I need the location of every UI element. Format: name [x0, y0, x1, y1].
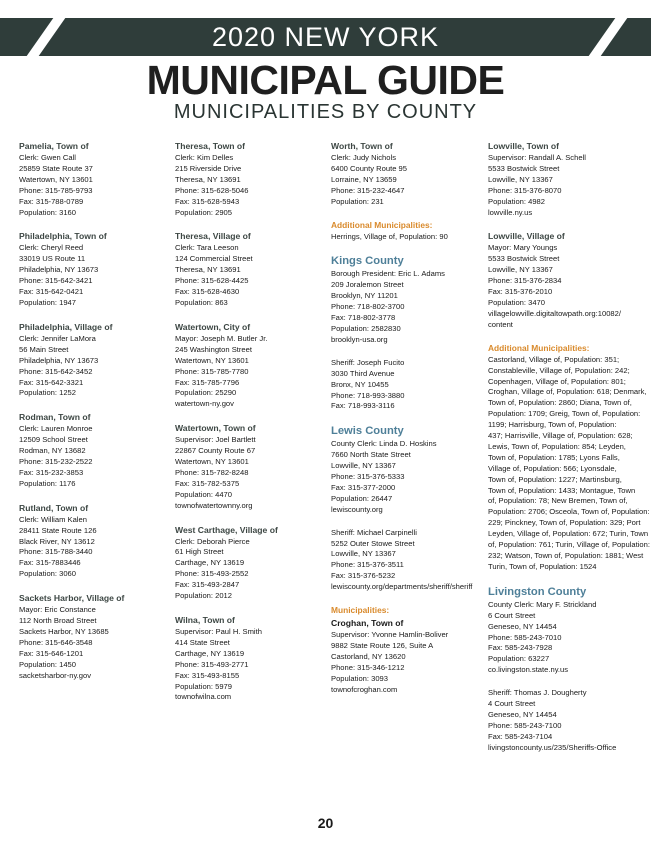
entry-name: Lowville, Village of	[488, 231, 565, 242]
entry-line: Population: 231	[331, 196, 384, 206]
additional-municipalities-lewis	[488, 342, 650, 573]
entry-line: Population: 3470	[488, 297, 546, 307]
entry-line: Population: 26447	[331, 493, 393, 503]
entry-line: Lowville, NY 13367	[331, 461, 396, 471]
entry-line: Clerk: William Kalen	[19, 514, 87, 524]
entry-line: Geneseo, NY 14454	[488, 621, 557, 631]
municipality-entry	[19, 592, 169, 681]
entry-line: lowville.ny.us	[488, 207, 533, 217]
entry-line: Theresa, NY 13691	[175, 265, 241, 275]
entry-line: of, Population: 761; Turin, Village of, Population:	[488, 540, 650, 550]
entry-line: Phone: 315-232-2522	[19, 457, 93, 467]
entry-line: 3030 Third Avenue	[331, 368, 395, 378]
entry-line: lewiscounty.org/departments/sheriff/sheriff	[331, 582, 473, 592]
entry-line: Clerk: Judy Nichols	[331, 153, 396, 162]
page-subtitle: MUNICIPALITIES BY COUNTY	[173, 101, 478, 123]
entry-line: Carthage, NY 13619	[175, 558, 245, 568]
entry-line: Lowville, NY 13367	[331, 549, 396, 559]
municipality-entry	[19, 502, 169, 580]
municipality-entry	[19, 140, 169, 218]
entry-line: 232; Watson, Town of, Population: 1881; West	[488, 551, 644, 560]
entry-line: Carthage, NY 13619	[175, 648, 245, 658]
entry-line: 112 North Broad Street	[19, 616, 97, 626]
banner-year-title: 2020 NEW YORK	[211, 22, 440, 52]
entry-line: Population: 1176	[19, 478, 76, 488]
entry-line: 5252 Outer Stowe Street	[331, 538, 415, 548]
entry-line: 209 Joralemon Street	[331, 280, 404, 290]
entry-line: Phone: 315-642-3421	[19, 276, 93, 286]
additional-text	[488, 354, 650, 573]
entry-line: townofcroghan.com	[331, 684, 398, 694]
entry-line: Philadelphia, NY 13673	[19, 265, 99, 275]
entry-line: 28411 State Route 126	[19, 525, 97, 535]
entry-line: Population: 2582830	[331, 323, 401, 333]
entry-line: content	[488, 319, 513, 329]
entry-line: Population: 1709; Greig, Town of, Population:	[488, 409, 641, 419]
lewis-county-section	[331, 424, 481, 695]
entry-line: Phone: 315-628-5046	[175, 185, 249, 195]
entry-line: Clerk: Kim Delles	[175, 153, 234, 162]
entry-line: Croghan, Village of, Population: 618; Denmark,	[488, 387, 647, 397]
entry-line: sacketsharbor-ny.gov	[19, 670, 92, 680]
entry-name: Wilna, Town of	[175, 615, 235, 625]
entry-line: Phone: 315-376-5333	[331, 472, 405, 482]
entry-line: Lowville, NY 13367	[488, 174, 553, 184]
municipality-entry	[175, 524, 325, 602]
entry-line: 245 Washington Street	[175, 344, 252, 354]
entry-line: Population: 863	[175, 297, 228, 307]
entry-line: Population: 2012	[175, 591, 233, 601]
entry-line: Clerk: Cheryl Reed	[19, 243, 84, 253]
entry-line: Supervisor: Randall A. Schell	[488, 153, 586, 162]
entry-line: Supervisor: Yvonne Hamlin-Boliver	[331, 630, 449, 640]
entry-line: Sheriff: Joseph Fucito	[331, 357, 405, 367]
entry-croghan	[331, 617, 481, 695]
additional-text: Herrings, Village of, Population: 90	[331, 231, 448, 241]
entry-line: Clerk: Tara Leeson	[175, 243, 239, 253]
entry-line: 1199; Harrisburg, Town of, Population:	[488, 420, 617, 430]
entry-line: lewiscounty.org	[331, 504, 383, 514]
entry-line: 25859 State Route 37	[19, 163, 93, 173]
entry-line: Fax: 315-642-3321	[19, 377, 84, 387]
entry-line: Fax: 315-7883446	[19, 558, 81, 568]
entry-line: 229; Pinckney, Town of, Population: 329; Port	[488, 518, 641, 528]
municipality-entry	[175, 230, 325, 308]
entry-line: 9882 State Route 126, Suite A	[331, 641, 434, 650]
entry-line: Phone: 315-782-8248	[175, 467, 249, 477]
entry-line: Fax: 315-785-7796	[175, 377, 240, 387]
entry-name: Croghan, Town of	[331, 618, 404, 629]
entry-name: West Carthage, Village of	[175, 524, 278, 535]
column-4	[488, 140, 650, 766]
entry-line: Phone: 315-346-1212	[331, 662, 405, 672]
entry-line: Constableville, Village of, Population: 242;	[488, 365, 630, 375]
municipality-entry	[175, 140, 325, 218]
entry-line: 437; Harrisville, Village of, Population: 628;	[488, 431, 633, 441]
entry-line: brooklyn-usa.org	[331, 334, 388, 344]
entry-line: Theresa, NY 13691	[175, 174, 241, 184]
municipality-entry	[175, 614, 325, 703]
entry-line: Watertown, NY 13601	[175, 457, 249, 467]
entry-line: 5533 Bostwick Street	[488, 254, 560, 264]
entry-lowville-town	[488, 140, 638, 218]
municipality-entry	[175, 422, 325, 511]
kings-county-section	[331, 254, 481, 412]
entry-line: 56 Main Street	[19, 344, 69, 354]
kings-sheriff	[331, 358, 481, 413]
entry-line: Fax: 315-493-2847	[175, 580, 240, 590]
entry-line: Phone: 315-376-2834	[488, 276, 562, 286]
entry-worth	[331, 140, 481, 208]
entry-line: Fax: 315-376-5232	[331, 571, 396, 581]
column-1	[19, 140, 169, 694]
entry-name: Lowville, Town of	[488, 141, 559, 151]
additional-label: Additional Municipalities:	[331, 219, 433, 230]
entry-line: Town of, Population: 1785; Lyons Falls,	[488, 452, 620, 462]
entry-line: Lorraine, NY 13659	[331, 174, 397, 184]
entry-name: Theresa, Village of	[175, 231, 251, 242]
entry-line: Borough President: Eric L. Adams	[331, 269, 445, 279]
entry-line: Brooklyn, NY 11201	[331, 291, 398, 301]
entry-line: Black River, NY 13612	[19, 536, 95, 546]
entry-line: Fax: 315-628-5943	[175, 196, 240, 206]
county-heading-kings: Kings County	[331, 255, 404, 268]
entry-line: Phone: 315-788-3440	[19, 547, 93, 557]
entry-line: Fax: 585-243-7104	[488, 731, 553, 741]
municipality-entry	[175, 321, 325, 410]
entry-line: Population: 25290	[175, 388, 237, 398]
entry-line: Leyden, Village of, Population: 672; Turin, Town	[488, 529, 649, 539]
entry-line: Sheriff: Michael Carpinelli	[331, 527, 417, 537]
entry-line: 6400 County Route 95	[331, 163, 407, 173]
entry-line: townofwilna.com	[175, 692, 232, 702]
kings-borough-president	[331, 269, 481, 345]
entry-line: 22867 County Route 67	[175, 446, 256, 456]
entry-line: Phone: 315-785-9793	[19, 185, 93, 195]
additional-label: Additional Municipalities:	[488, 342, 590, 353]
municipalities-label: Municipalities:	[331, 605, 390, 616]
entry-line: Fax: 315-642-0421	[19, 287, 84, 297]
entry-line: Phone: 315-493-2771	[175, 659, 249, 669]
entry-line: livingstoncounty.us/235/Sheriffs-Office	[488, 742, 617, 752]
entry-line: Fax: 315-646-1201	[19, 648, 84, 658]
entry-line: Population: 1947	[19, 297, 77, 307]
entry-line: townofwatertownny.org	[175, 500, 253, 510]
entry-line: Castorland, Village of, Population: 351;	[488, 354, 620, 364]
entry-line: Sheriff: Thomas J. Dougherty	[488, 688, 587, 698]
entry-line: Town of, Population: 1227; Martinsburg,	[488, 474, 622, 484]
entry-line: 33019 US Route 11	[19, 254, 86, 264]
entry-line: Phone: 315-232-4647	[331, 185, 405, 195]
entry-line: Clerk: Jennifer LaMora	[19, 333, 96, 343]
entry-name: Sackets Harbor, Village of	[19, 593, 125, 604]
entry-line: Village of, Population: 566; Lyonsdale,	[488, 463, 617, 473]
entry-name: Philadelphia, Town of	[19, 231, 107, 242]
entry-line: Fax: 315-628-4630	[175, 287, 240, 297]
entry-name: Philadelphia, Village of	[19, 321, 113, 332]
county-heading-livingston: Livingston County	[488, 585, 587, 598]
entry-line: Watertown, NY 13601	[19, 174, 93, 184]
entry-name: Watertown, City of	[175, 321, 251, 332]
entry-line: Clerk: Gwen Call	[19, 153, 76, 162]
entry-line: villagelowville.digitaltowpath.org:10082/	[488, 308, 621, 318]
entry-line: Fax: 315-782-5375	[175, 478, 240, 488]
entry-line: Mayor: Eric Constance	[19, 605, 96, 615]
entry-line: Population: 4982	[488, 196, 546, 206]
additional-municipalities-jefferson	[331, 220, 481, 243]
livingston-county-section	[488, 585, 638, 754]
entry-line: Bronx, NY 10455	[331, 379, 389, 389]
content-columns	[0, 140, 651, 815]
entry-line: 7660 North State Street	[331, 450, 411, 460]
header-banner	[0, 18, 651, 56]
entry-line: 414 State Street	[175, 637, 230, 647]
entry-line: Population: 2905	[175, 207, 233, 217]
entry-line: watertown-ny.gov	[175, 399, 234, 409]
entry-line: Phone: 315-628-4425	[175, 276, 249, 286]
municipality-entry	[19, 321, 169, 399]
entry-line: Town of, Population: 1433; Montague, Town	[488, 485, 636, 495]
entry-line: Phone: 718-993-3880	[331, 390, 405, 400]
entry-line: 12509 School Street	[19, 435, 88, 445]
entry-line: Mayor: Mary Youngs	[488, 243, 558, 253]
entry-name: Watertown, Town of	[175, 423, 256, 434]
entry-line: Population: 5979	[175, 681, 233, 691]
entry-line: 5533 Bostwick Street	[488, 163, 560, 173]
municipality-entry	[19, 230, 169, 308]
entry-line: Rodman, NY 13682	[19, 446, 86, 456]
entry-line: co.livingston.state.ny.us	[488, 665, 569, 675]
lewis-county-clerk	[331, 439, 481, 515]
entry-line: 4 Court Street	[488, 699, 536, 709]
entry-lowville-village	[488, 230, 638, 330]
entry-line: Population: 2706; Osceola, Town of, Population:	[488, 507, 650, 517]
page-title: MUNICIPAL GUIDE	[146, 57, 505, 103]
entry-line: Population: 63227	[488, 654, 550, 664]
entry-line: Population: 3060	[19, 569, 77, 579]
entry-line: County Clerk: Linda D. Hoskins	[331, 439, 437, 449]
livingston-sheriff	[488, 688, 638, 753]
entry-line: Clerk: Lauren Monroe	[19, 424, 93, 434]
entry-line: Population: 4470	[175, 489, 233, 499]
entry-line: Lowville, NY 13367	[488, 265, 553, 275]
county-heading-lewis: Lewis County	[331, 425, 404, 438]
entry-line: 6 Court Street	[488, 610, 536, 620]
entry-line: Population: 3160	[19, 207, 77, 217]
entry-line: Town of, Population: 2860; Diana, Town of,	[488, 398, 632, 408]
entry-line: Clerk: Deborah Pierce	[175, 536, 250, 546]
entry-line: Castorland, NY 13620	[331, 651, 406, 661]
entry-line: Lewis, Town of, Population: 854; Leyden,	[488, 441, 626, 451]
entry-line: Supervisor: Joel Bartlett	[175, 435, 256, 445]
lewis-sheriff	[331, 528, 481, 593]
entry-line: Fax: 585-243-7928	[488, 643, 553, 653]
entry-line: Population: 1252	[19, 388, 77, 398]
entry-line: Geneseo, NY 14454	[488, 709, 557, 719]
entry-line: Phone: 315-493-2552	[175, 569, 249, 579]
entry-line: Phone: 315-642-3452	[19, 366, 93, 376]
entry-line: Fax: 718-802-3778	[331, 313, 396, 323]
column-3	[331, 140, 481, 708]
entry-line: Population: 1450	[19, 659, 77, 669]
entry-name: Rutland, Town of	[19, 502, 89, 513]
entry-line: Phone: 315-376-8070	[488, 185, 562, 195]
livingston-county-clerk	[488, 600, 638, 676]
entry-line: County Clerk: Mary F. Strickland	[488, 599, 597, 609]
entry-line: Phone: 315-785-7780	[175, 366, 249, 376]
entry-line: Watertown, NY 13601	[175, 355, 249, 365]
entry-name: Worth, Town of	[331, 141, 393, 151]
entry-line: 61 High Street	[175, 547, 224, 557]
entry-line: Fax: 315-377-2000	[331, 482, 396, 492]
municipality-entry	[19, 411, 169, 489]
entry-line: 215 Riverside Drive	[175, 163, 242, 173]
entry-line: Fax: 315-232-3853	[19, 467, 84, 477]
entry-line: Phone: 315-646-3548	[19, 637, 93, 647]
entry-line: Mayor: Joseph M. Butler Jr.	[175, 333, 268, 343]
entry-line: Population: 3093	[331, 673, 389, 683]
entry-line: Fax: 315-788-0789	[19, 196, 84, 206]
entry-line: Fax: 315-376-2010	[488, 287, 553, 297]
entry-line: Fax: 315-493-8155	[175, 670, 240, 680]
column-2	[175, 140, 325, 715]
entry-line: Phone: 585-243-7010	[488, 632, 562, 642]
entry-line: Phone: 315-376-3511	[331, 560, 404, 570]
entry-line: Turin, Town of, Population: 1524	[488, 561, 597, 571]
entry-line: 124 Commercial Street	[175, 254, 253, 264]
entry-line: Copenhagen, Village of, Population: 801;	[488, 376, 626, 386]
entry-line: Phone: 718-802-3700	[331, 302, 405, 312]
entry-line: Sackets Harbor, NY 13685	[19, 627, 109, 636]
entry-line: Supervisor: Paul H. Smith	[175, 627, 262, 636]
entry-line: of, Population: 78; New Bremen, Town of,	[488, 496, 628, 506]
entry-name: Rodman, Town of	[19, 412, 91, 423]
entry-line: Fax: 718-993-3116	[331, 401, 395, 411]
entry-name: Pamelia, Town of	[19, 141, 89, 151]
entry-line: Philadelphia, NY 13673	[19, 355, 99, 365]
entry-line: Phone: 585-243-7100	[488, 720, 562, 730]
page-number: 20	[317, 815, 334, 831]
entry-name: Theresa, Town of	[175, 141, 246, 151]
